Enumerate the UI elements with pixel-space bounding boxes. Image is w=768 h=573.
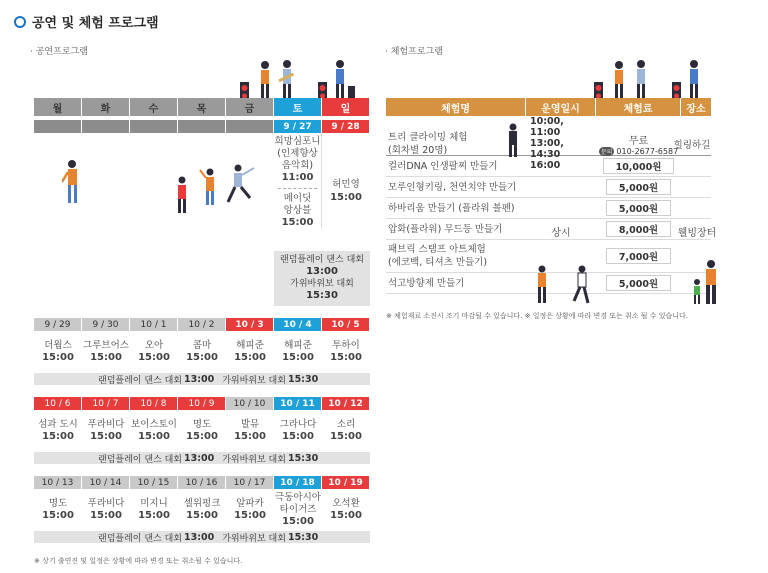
program-name: 석고방향제 만들기 [388,277,465,289]
date-cell: 10 / 11 [274,397,322,410]
date-cell: 10 / 10 [226,397,274,410]
dance-label: 랜덤플레이 댄스 대회 [98,533,182,544]
time-line3: 16:00 [530,160,561,171]
performer: 푸라비다 [87,419,125,430]
program-name-line1: 트리 클라이밍 체험 [388,131,468,143]
place-market: 웰빙장터 [677,227,717,239]
performer: 보이스토이 [131,419,177,430]
program-fee [596,219,681,239]
date-cell: 10 / 2 [178,318,226,331]
event-strip [34,452,370,464]
rps-time: 15:30 [287,373,319,385]
show-time: 15:00 [330,431,362,442]
performer: 오아 [144,340,164,351]
weekend-rps-time: 15:30 [306,290,338,301]
date-cell: 10 / 15 [130,476,178,489]
band-illustration-right [592,58,712,102]
sat-time2: 15:00 [281,217,314,228]
sat-line4: 메이딧 [283,193,312,204]
date-cell: 10 / 4 [274,318,322,331]
sat-line2: (인제향상 [277,148,318,159]
time-line1: 10:00, 11:00 [530,116,564,138]
dance-time: 13:00 [183,373,215,385]
show-time: 15:00 [186,431,218,442]
sat-line3: 음악회) [281,160,314,171]
date-cell: 10 / 12 [322,397,370,410]
show-time: 15:00 [138,510,170,521]
sun-name: 허민영 [332,179,360,190]
fee-value: 5,000원 [606,179,671,195]
sun-time: 15:00 [330,192,362,203]
program-fee [596,156,681,176]
show-time: 15:00 [42,510,74,521]
experience-table [386,98,717,294]
show-time: 15:00 [90,352,122,363]
week-3-cells [34,410,370,452]
band-illustration-left [238,58,358,102]
performer: 발뮤 [240,419,260,430]
show-cell [82,331,130,373]
show-cell [322,331,370,373]
day-sun: 일 [322,98,370,116]
weekend-rps-label: 가위바위보 대회 [290,279,354,289]
show-time: 15:00 [186,352,218,363]
event-strip [34,373,370,385]
show-cell [178,410,226,452]
show-time: 15:00 [186,510,218,521]
show-time: 15:00 [138,431,170,442]
date-cell: 10 / 1 [130,318,178,331]
people-illustration-row [534,263,604,305]
show-cell [130,410,178,452]
time-line2: 13:00, 14:30 [530,138,564,160]
program-name: 모루인형키링, 천연치약 만들기 [388,181,517,193]
day-sat: 토 [274,98,322,116]
experience-subtitle: · 체험프로그램 [385,44,443,57]
performer: 그루브어스 [83,340,129,351]
show-time: 15:00 [282,431,314,442]
date-cell: 10 / 3 [226,318,274,331]
date-cell: 10 / 17 [226,476,274,489]
show-time: 15:00 [282,352,314,363]
date-cell: 10 / 6 [34,397,82,410]
performer: 투하이 [332,340,360,351]
program-name-line1: 패브릭 스탬프 아트체험 [388,244,486,255]
show-cell [226,410,274,452]
performer: 극동아시아 타이거즈 [275,492,321,515]
show-cell [34,331,82,373]
dance-time: 13:00 [183,531,215,543]
show-time: 15:00 [330,510,362,521]
performance-subtitle: · 공연프로그램 [30,44,88,57]
program-name: 컬러DNA 인생팔찌 만들기 [388,160,498,172]
date-cell: 10 / 18 [274,476,322,489]
date-cell: 10 / 16 [178,476,226,489]
date-cell: 9 / 29 [34,318,82,331]
sat-time1: 11:00 [281,172,314,183]
week-3-date-bar [34,397,370,410]
performer: 오석환 [332,498,360,509]
show-time: 15:00 [138,352,170,363]
date-cell: 10 / 5 [322,318,370,331]
week-1-date-bar [34,120,370,133]
header-place: 장소 [686,103,706,115]
header-name: 체험명 [386,98,526,116]
week-2-date-bar [34,318,370,331]
show-time: 15:00 [42,431,74,442]
program-fee [596,240,681,272]
date-sat: 9 / 27 [274,120,322,133]
sat-program [274,133,322,229]
week-1 [34,120,370,306]
program-name: 하바리움 만들기 (플라워 볼펜) [388,202,515,214]
show-cell [178,489,226,531]
dance-label: 랜덤플레이 댄스 대회 [98,375,182,386]
event-strip [34,531,370,543]
program-fee [596,177,681,197]
rps-time: 15:30 [287,452,319,464]
week-2-cells [34,331,370,373]
performer: 더웜스 [44,340,72,351]
date-cell: 10 / 14 [82,476,130,489]
family-illustration [691,258,719,306]
rps-label: 가위바위보 대회 [222,375,286,386]
show-cell [322,489,370,531]
header-fee: 체험료 [596,98,681,116]
performer: 푸라비다 [87,498,125,509]
show-time: 15:00 [234,510,266,521]
circle-bullet-icon [14,16,26,28]
sun-program [322,133,370,204]
people-illustration-small [506,122,520,158]
week-2 [34,318,370,385]
dance-label: 랜덤플레이 댄스 대회 [98,454,182,465]
sat-line1: 희망심포니 [274,136,321,147]
program-name [386,240,526,272]
date-cell: 10 / 7 [82,397,130,410]
show-cell [34,489,82,531]
performer: 섬과 도시 [38,419,78,430]
date-cell: 10 / 9 [178,397,226,410]
show-time: 15:00 [234,431,266,442]
week-3 [34,397,370,464]
show-cell [274,489,322,531]
performer: 해피준 [236,340,264,351]
weekend-dance-time: 13:00 [306,266,338,277]
date-cell: 10 / 13 [34,476,82,489]
day-thu: 목 [178,98,226,116]
rps-label: 가위바위보 대회 [222,533,286,544]
dance-time: 13:00 [183,452,215,464]
performer: 콤마 [192,340,212,351]
date-cell: 10 / 8 [130,397,178,410]
program-name: 압화(플라워) 무드등 만들기 [388,223,503,235]
show-time: 15:00 [330,352,362,363]
show-cell [130,331,178,373]
performer: 그라나다 [279,419,317,430]
inquiry-badge: 문의 [600,148,613,156]
day-tue: 화 [82,98,130,116]
show-cell [178,331,226,373]
experience-header [386,98,711,116]
fee-value: 5,000원 [606,200,671,216]
day-mon: 월 [34,98,82,116]
header-time: 운영일시 [526,98,596,116]
performer: 소리 [336,419,356,430]
performance-schedule [34,98,370,543]
fee-free: 무료 [628,135,649,147]
show-time: 15:00 [90,510,122,521]
performer: 셀위펑크 [183,498,221,509]
weekend-dance-label: 랜덤플레이 댄스 대회 [280,255,364,265]
page-title [14,12,159,31]
show-time: 15:00 [42,352,74,363]
week-4-date-bar [34,476,370,489]
day-wed: 수 [130,98,178,116]
performer: 미지니 [140,498,168,509]
rps-time: 15:30 [287,531,319,543]
rps-label: 가위바위보 대회 [222,454,286,465]
dancers-illustration [62,150,262,230]
performer: 명도 [48,498,68,509]
weekend-events-box [274,251,370,306]
weekday-header [34,98,370,116]
experience-note: ※ 체험재료 소진시 조기 마감될 수 있습니다. ※ 일정은 상황에 따라 변경 또는 취소 될 수 있습니다. [386,312,688,320]
fee-value: 7,000원 [606,248,671,264]
operation-always: 상시 [551,227,571,239]
show-cell [34,410,82,452]
show-cell [82,489,130,531]
date-cell: 10 / 19 [322,476,370,489]
fee-value: 5,000원 [606,275,671,291]
performance-note: ※ 상기 출연진 및 일정은 상황에 따라 변경 또는 취소될 수 있습니다. [34,557,243,565]
program-fee [596,198,681,218]
show-cell [274,331,322,373]
performer: 해피준 [284,340,312,351]
week-4 [34,476,370,543]
phone-info [599,147,678,156]
show-time: 15:00 [90,431,122,442]
date-cell: 9 / 30 [82,318,130,331]
program-fee [596,273,681,293]
program-name-line2: (에코백, 티셔츠 만들기) [388,257,488,268]
fee-value: 8,000원 [606,221,671,237]
show-time: 15:00 [282,516,314,527]
show-cell [226,331,274,373]
program-name-line2: (회차별 20명) [388,144,448,156]
performer: 알파카 [236,498,264,509]
divider [278,188,317,189]
show-cell [226,489,274,531]
date-sun: 9 / 28 [322,120,370,133]
show-cell [130,489,178,531]
show-cell [274,410,322,452]
performer: 명도 [192,419,212,430]
phone-number: 010-2677-6587 [616,146,679,156]
show-cell [82,410,130,452]
show-cell [322,410,370,452]
week-4-cells [34,489,370,531]
page-title-text: 공연 및 체험 프로그램 [32,16,159,31]
day-fri: 금 [226,98,274,116]
fee-value: 10,000원 [603,158,675,174]
sat-line5: 앙상블 [283,205,312,216]
show-time: 15:00 [234,352,266,363]
program-place: 힐링하길 [673,139,711,151]
